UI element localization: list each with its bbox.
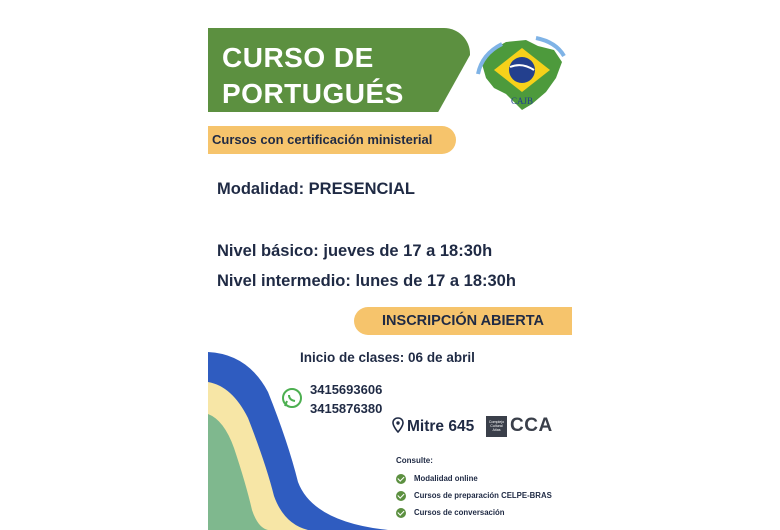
address-text: Mitre 645 bbox=[407, 418, 475, 435]
title-line-1: CURSO DE bbox=[222, 42, 374, 73]
enrollment-banner: INSCRIPCIÓN ABIERTA bbox=[354, 307, 572, 335]
phone-number-1: 3415693606 bbox=[310, 382, 383, 397]
consult-item bbox=[396, 470, 552, 487]
course-flyer bbox=[208, 22, 583, 530]
consult-item-text: Cursos de conversación bbox=[414, 508, 505, 517]
consult-item bbox=[396, 487, 552, 504]
cca-small-line-2: Cultural bbox=[490, 423, 503, 428]
decorative-waves bbox=[208, 352, 388, 530]
title-banner bbox=[208, 28, 470, 112]
cca-small-line-3: Atlas bbox=[492, 428, 501, 433]
cca-brand-text: CCA bbox=[510, 415, 553, 436]
whatsapp-icon bbox=[282, 388, 302, 408]
title-line-2: PORTUGUÉS bbox=[222, 78, 404, 109]
certification-subtitle: Cursos con certificación ministerial bbox=[208, 126, 456, 154]
consult-item bbox=[396, 504, 552, 521]
classes-start-date: Inicio de clases: 06 de abril bbox=[300, 350, 475, 365]
cca-logo-box bbox=[486, 416, 507, 437]
consult-label: Consulte: bbox=[396, 456, 433, 465]
flyer-title bbox=[222, 40, 462, 112]
check-icon bbox=[396, 491, 406, 501]
consult-item-text: Cursos de preparación CELPE-BRAS bbox=[414, 491, 552, 500]
brazil-map-logo bbox=[476, 34, 566, 112]
basic-level-schedule: Nivel básico: jueves de 17 a 18:30h bbox=[217, 242, 493, 260]
consult-item-text: Modalidad online bbox=[414, 474, 478, 483]
cca-logo bbox=[486, 414, 553, 438]
address bbox=[392, 417, 474, 436]
phone-numbers bbox=[310, 380, 382, 418]
logo-text: CAJB bbox=[510, 96, 534, 106]
check-icon bbox=[396, 474, 406, 484]
consult-section bbox=[396, 456, 552, 521]
intermediate-level-schedule: Nivel intermedio: lunes de 17 a 18:30h bbox=[217, 272, 516, 290]
modality-text: Modalidad: PRESENCIAL bbox=[217, 180, 416, 198]
cca-small-line-1: Complejo bbox=[488, 419, 505, 424]
check-icon bbox=[396, 508, 406, 518]
location-pin-icon bbox=[392, 417, 404, 433]
phone-number-2: 3415876380 bbox=[310, 401, 383, 416]
